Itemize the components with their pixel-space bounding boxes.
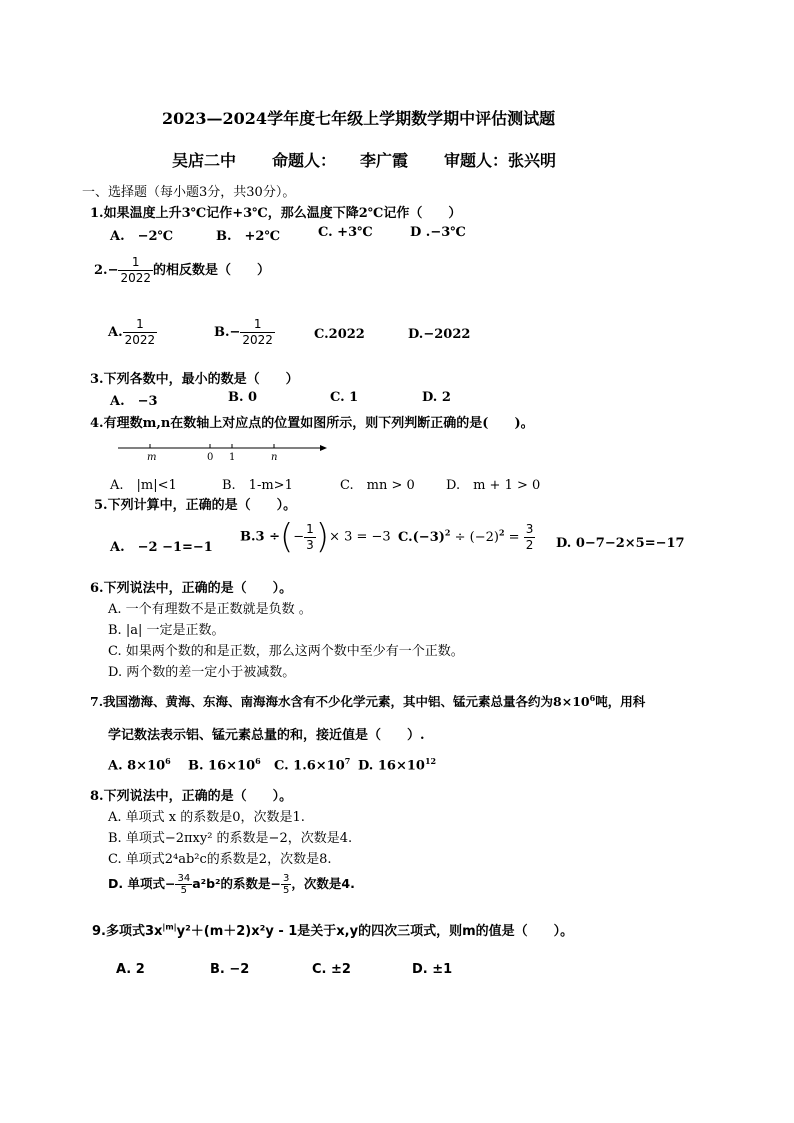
q6-option-d: D. 两个数的差一定小于被减数。 [108, 665, 296, 680]
q1-option-d: D .−3℃ [410, 225, 466, 240]
q5-c-num: 3 [525, 522, 534, 536]
q2-suffix: 的相反数是（ ） [153, 263, 271, 278]
q9-option-c: C. ±2 [312, 962, 351, 977]
label-0: 0 [207, 452, 214, 462]
q2-a-num: 1 [123, 317, 158, 333]
q4-option-a: A. |m|<1 [110, 478, 177, 493]
q5-b-den: 3 [306, 537, 314, 552]
q2-b-num: 1 [240, 317, 275, 333]
label-n: n [271, 452, 278, 462]
q7-b-exp: 6 [255, 756, 261, 766]
q5-b-neg: − [293, 529, 305, 545]
q5-c-fraction [524, 522, 536, 553]
section-heading: 一、选择题（每小题3分，共30分）。 [82, 185, 296, 200]
school-name: 吴店二中 [172, 151, 237, 170]
q5-option-c [398, 522, 535, 553]
q4-option-c: C. mn > 0 [340, 478, 415, 493]
q9-stem-exp: |m| [162, 922, 177, 932]
q7-option-a [108, 756, 171, 773]
q3-option-c: C. 1 [330, 390, 359, 405]
q8-option-b: B. 单项式−2πxy² 的系数是−2，次数是4. [108, 831, 353, 846]
q5-c-den: 2 [525, 538, 534, 552]
q5-c-mid: ÷ (−2) [450, 530, 499, 545]
author-label: 命题人： [272, 151, 337, 170]
q8-d-fraction2 [281, 873, 291, 896]
q8-d-fraction1 [175, 873, 192, 896]
q2-b-prefix: B.− [214, 325, 241, 340]
q7-a-exp: 6 [165, 756, 171, 766]
q1-stem: 1.如果温度上升3℃记作+3℃，那么温度下降2℃记作（ ） [90, 206, 462, 221]
q3-stem: 3.下列各数中，最小的数是（ ） [90, 372, 299, 387]
q2-a-prefix: A. [108, 325, 123, 340]
q6-option-c: C. 如果两个数的和是正数，那么这两个数中至少有一个正数。 [108, 644, 464, 659]
q9-option-a: A. 2 [116, 962, 145, 977]
q5-b-fraction [304, 522, 316, 553]
q5-c-eq: = [504, 530, 524, 545]
exam-title: 2023—2024学年度七年级上学期数学期中评估测试题 [162, 109, 556, 128]
number-line-arrow [320, 445, 327, 451]
q5-c-exp1: 2 [444, 527, 451, 538]
q7-stem-line1 [90, 692, 645, 710]
q8-option-d [108, 873, 355, 896]
q7-stem-line2: 学记数法表示铝、锰元素总量的和，接近值是（ ）. [108, 728, 425, 743]
q5-c-prefix: C.(−3) [398, 530, 445, 545]
q8-d-num1: 34 [177, 873, 191, 884]
q7-c-exp: 7 [344, 756, 351, 766]
q3-option-b: B. 0 [228, 390, 258, 405]
q6-option-a: A. 一个有理数不是正数就是负数 。 [108, 602, 312, 617]
q2-fraction [118, 255, 153, 286]
q5-option-a: A. −2 −1=−1 [110, 540, 213, 555]
label-1: 1 [229, 452, 236, 462]
q2-a-den: 2022 [124, 333, 156, 347]
q7-d-text: D. 16×10 [358, 758, 425, 774]
q9-option-b: B. −2 [210, 962, 250, 977]
q2-b-fraction [240, 317, 275, 348]
q9-stem-pre: 9.多项式3x [92, 924, 163, 939]
q2-option-a [108, 317, 157, 348]
q2-option-b [214, 317, 275, 348]
q7-c-text: C. 1.6×10 [274, 758, 345, 774]
q2-stem [94, 255, 270, 286]
q1-option-b: B. +2℃ [216, 229, 281, 244]
q5-b-prefix: B.3 ÷ [240, 529, 280, 545]
q2-option-d: D.−2022 [408, 327, 471, 342]
q5-stem: 5.下列计算中，正确的是（ ）。 [94, 498, 297, 513]
q8-d-num2: 3 [283, 873, 290, 884]
q8-d-prefix: D. 单项式− [108, 876, 176, 891]
q2-option-c: C.2022 [314, 327, 365, 342]
q3-option-a: A. −3 [110, 394, 158, 409]
q5-b-lparen: ( [279, 517, 294, 557]
q7-stem-post: 吨，用科 [595, 694, 646, 709]
number-line-diagram [116, 440, 328, 462]
q2-num: 1 [118, 255, 153, 271]
reviewer: 审题人：张兴明 [444, 151, 557, 170]
q7-stem-exp: 6 [589, 692, 596, 703]
q8-d-post: ，次数是4. [291, 876, 355, 891]
q5-b-num: 1 [306, 521, 314, 536]
q7-option-d [358, 756, 436, 773]
q5-b-rparen: ) [315, 517, 330, 557]
q6-option-b: B. |a| 一定是正数。 [108, 623, 225, 638]
q9-stem [92, 920, 573, 939]
q7-option-b [188, 756, 261, 773]
label-m: m [147, 452, 157, 462]
q1-option-a: A. −2℃ [110, 229, 174, 244]
q8-option-a: A. 单项式 x 的系数是0，次数是1. [108, 810, 305, 825]
q5-c-exp2: 2 [498, 527, 505, 538]
q8-d-mid: a²b²的系数是− [192, 876, 281, 891]
q7-a-text: A. 8×10 [108, 758, 166, 774]
q4-option-b: B. 1-m>1 [222, 478, 293, 493]
author-name: 李广霞 [360, 151, 409, 170]
q8-stem: 8.下列说法中，正确的是（ ）。 [90, 789, 293, 804]
q9-option-d: D. ±1 [412, 962, 453, 977]
q2-b-den: 2022 [242, 333, 273, 347]
q8-option-c: C. 单项式2⁴ab²c的系数是2，次数是8. [108, 852, 332, 867]
q2-prefix: 2.− [94, 263, 119, 278]
q7-b-text: B. 16×10 [188, 758, 256, 774]
q8-d-den2: 5 [283, 885, 290, 896]
q5-option-b [240, 517, 391, 557]
q1-option-c: C. +3℃ [318, 225, 373, 240]
q2-den: 2022 [120, 271, 152, 285]
q2-a-fraction [123, 317, 158, 348]
q8-d-den1: 5 [180, 885, 187, 896]
q5-b-post: × 3 = −3 [329, 529, 391, 545]
q4-stem: 4.有理数m,n在数轴上对应点的位置如图所示，则下列判断正确的是( )。 [90, 416, 534, 431]
q3-option-d: D. 2 [422, 390, 451, 405]
q7-stem-pre: 7.我国渤海、黄海、东海、南海海水含有不少化学元素，其中铝、锰元素总量各约为8×10 [90, 694, 590, 709]
q5-option-d: D. 0−7−2×5=−17 [556, 536, 685, 551]
q6-stem: 6.下列说法中，正确的是（ ）。 [90, 581, 293, 596]
q4-option-d: D. m + 1 > 0 [446, 478, 541, 493]
q7-d-exp: 12 [424, 756, 437, 766]
q7-option-c [274, 756, 350, 773]
q9-stem-post: y²＋(m＋2)x²y - 1是关于x,y的四次三项式，则m的值是（ ）。 [176, 924, 574, 939]
